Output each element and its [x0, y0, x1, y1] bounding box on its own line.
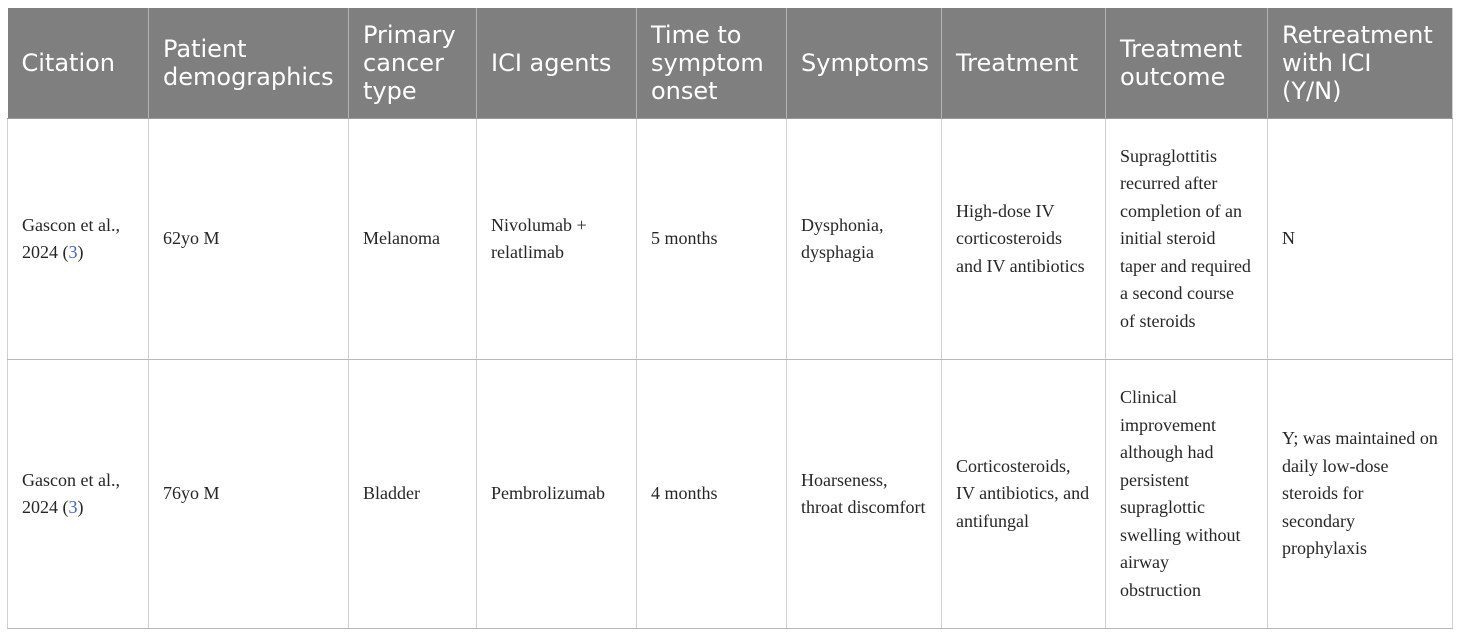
cell-outcome: Clinical improvement although had persistent supraglottic swelling without airway obstruction: [1106, 360, 1268, 629]
citation-text: Gascon et al., 2024 (: [22, 469, 120, 517]
cell-ici-agents: Nivolumab + relatlimab: [477, 119, 637, 360]
header-ici-agents: ICI agents: [477, 8, 637, 119]
header-treatment: Treatment: [942, 8, 1106, 119]
header-retreatment: Retreatment with ICI (Y/N): [1268, 8, 1453, 119]
cell-cancer-type: Melanoma: [349, 119, 477, 360]
reference-link[interactable]: 3: [68, 242, 78, 262]
table-row: [8, 360, 1453, 629]
cell-treatment: Corticosteroids, IV antibiotics, and antifungal: [942, 360, 1106, 629]
cell-retreatment: Y; was maintained on daily low-dose steroids for secondary prophylaxis: [1268, 360, 1453, 629]
header-time-to-onset: Time to symptom onset: [637, 8, 787, 119]
header-treatment-outcome: Treatment outcome: [1106, 8, 1268, 119]
case-reports-table: [7, 8, 1453, 629]
table-header: [8, 8, 1453, 119]
cell-retreatment: N: [1268, 119, 1453, 360]
header-primary-cancer-type: Primary cancer type: [349, 8, 477, 119]
citation-close: ): [77, 242, 84, 262]
cell-citation: [8, 119, 149, 360]
table-body: [8, 119, 1453, 629]
cell-symptoms: Dysphonia, dysphagia: [787, 119, 942, 360]
cell-onset: 4 months: [637, 360, 787, 629]
header-patient-demographics: Patient demographics: [149, 8, 349, 119]
header-citation: Citation: [8, 8, 149, 119]
cell-onset: 5 months: [637, 119, 787, 360]
cell-symptoms: Hoarseness, throat discomfort: [787, 360, 942, 629]
cell-demographics: 76yo M: [149, 360, 349, 629]
cell-demographics: 62yo M: [149, 119, 349, 360]
table-row: [8, 119, 1453, 360]
header-row: [8, 8, 1453, 119]
cell-outcome: Supraglottitis recurred after completion of an initial steroid taper and required a second course of steroids: [1106, 119, 1268, 360]
cell-treatment: High-dose IV corticosteroids and IV antibiotics: [942, 119, 1106, 360]
cell-citation: [8, 360, 149, 629]
reference-link[interactable]: 3: [68, 497, 78, 517]
header-symptoms: Symptoms: [787, 8, 942, 119]
citation-close: ): [77, 497, 84, 517]
cell-ici-agents: Pembrolizumab: [477, 360, 637, 629]
citation-text: Gascon et al., 2024 (: [22, 214, 120, 262]
cell-cancer-type: Bladder: [349, 360, 477, 629]
